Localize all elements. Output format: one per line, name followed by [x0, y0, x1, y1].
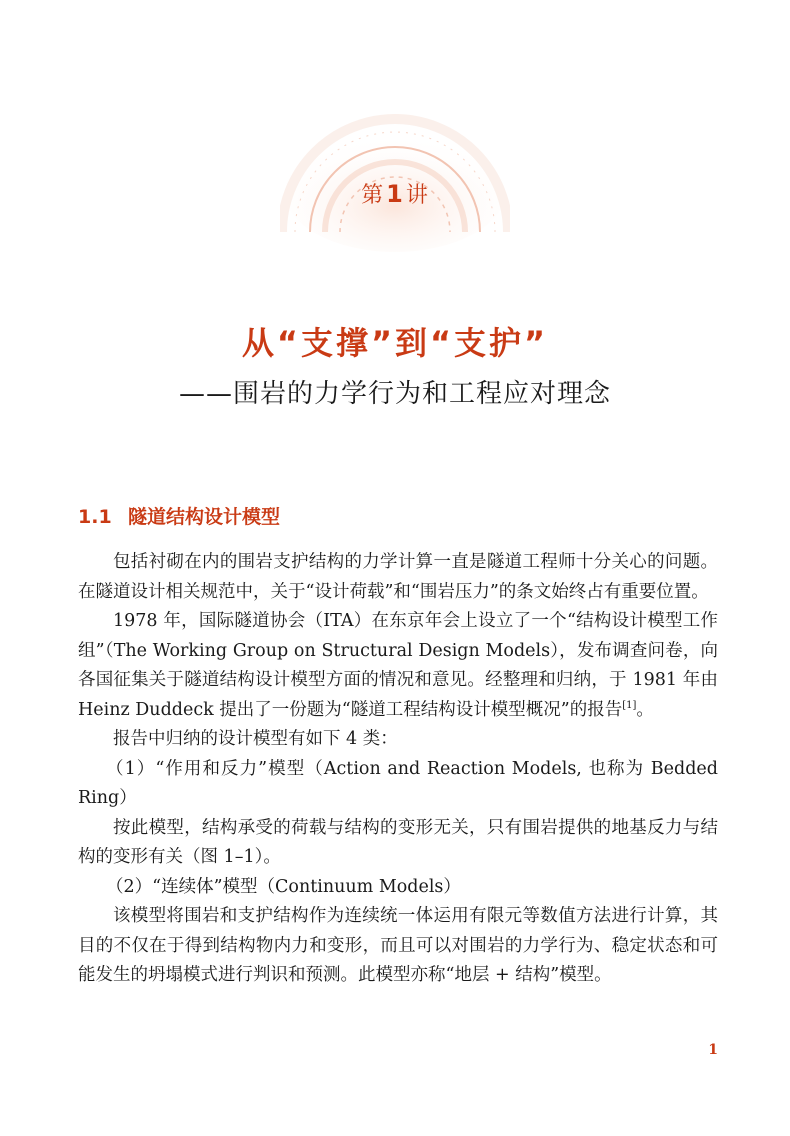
- section-title: 隧道结构设计模型: [128, 506, 281, 528]
- chapter-subtitle: ——围岩的力学行为和工程应对理念: [178, 379, 611, 409]
- paragraph: 按此模型，结构承受的荷载与结构的变形无关，只有围岩提供的地基反力与结构的变形有关（图 1–1）。: [78, 817, 718, 867]
- lecture-suffix: 讲: [405, 183, 429, 208]
- paragraph: [78, 607, 718, 725]
- lecture-prefix: 第: [361, 183, 385, 208]
- citation-reference: [1]: [622, 699, 637, 711]
- lecture-number: 1: [386, 180, 404, 208]
- paragraph: 包括衬砌在内的围岩支护结构的力学计算一直是隧道工程师十分关心的问题。在隧道设计相关规范中，关于“设计荷载”和“围岩压力”的条文始终占有重要位置。: [78, 552, 718, 602]
- model-item-heading: （2）“连续体”模型（Continuum Models）: [106, 876, 461, 897]
- lecture-label: [310, 178, 480, 209]
- section-heading: [78, 502, 280, 529]
- paragraph-text: 1978 年，国际隧道协会（ITA）在东京年会上设立了一个“结构设计模型工作组”（The Working Group on Structural Design Models），发布调查问卷，向各国征集关于隧道结构设计模型方面的情况和意见。经整理和归纳，于 1981 年由 Heinz Duddeck 提出了一份题为“隧道工程结构设计模型概况”的报告: [78, 611, 718, 720]
- page-number: 1: [708, 1042, 718, 1058]
- model-item-heading: （1）“作用和反力”模型（Action and Reaction Models, 也称为 Bedded Ring）: [78, 758, 718, 808]
- paragraph-end: 。: [636, 699, 654, 720]
- section-number: 1.1: [78, 506, 112, 528]
- body-text: [78, 548, 718, 991]
- chapter-emblem-graphic: [280, 82, 510, 252]
- paragraph: 该模型将围岩和支护结构作为连续统一体运用有限元等数值方法进行计算，其目的不仅在于得到结构物内力和变形，而且可以对围岩的力学行为、稳定状态和可能发生的坍塌模式进行判识和预测。此模型亦称“地层 + 结构”模型。: [78, 906, 718, 985]
- chapter-title: 从“支撑”到“支护”: [241, 324, 549, 362]
- paragraph: 报告中归纳的设计模型有如下 4 类：: [113, 729, 398, 749]
